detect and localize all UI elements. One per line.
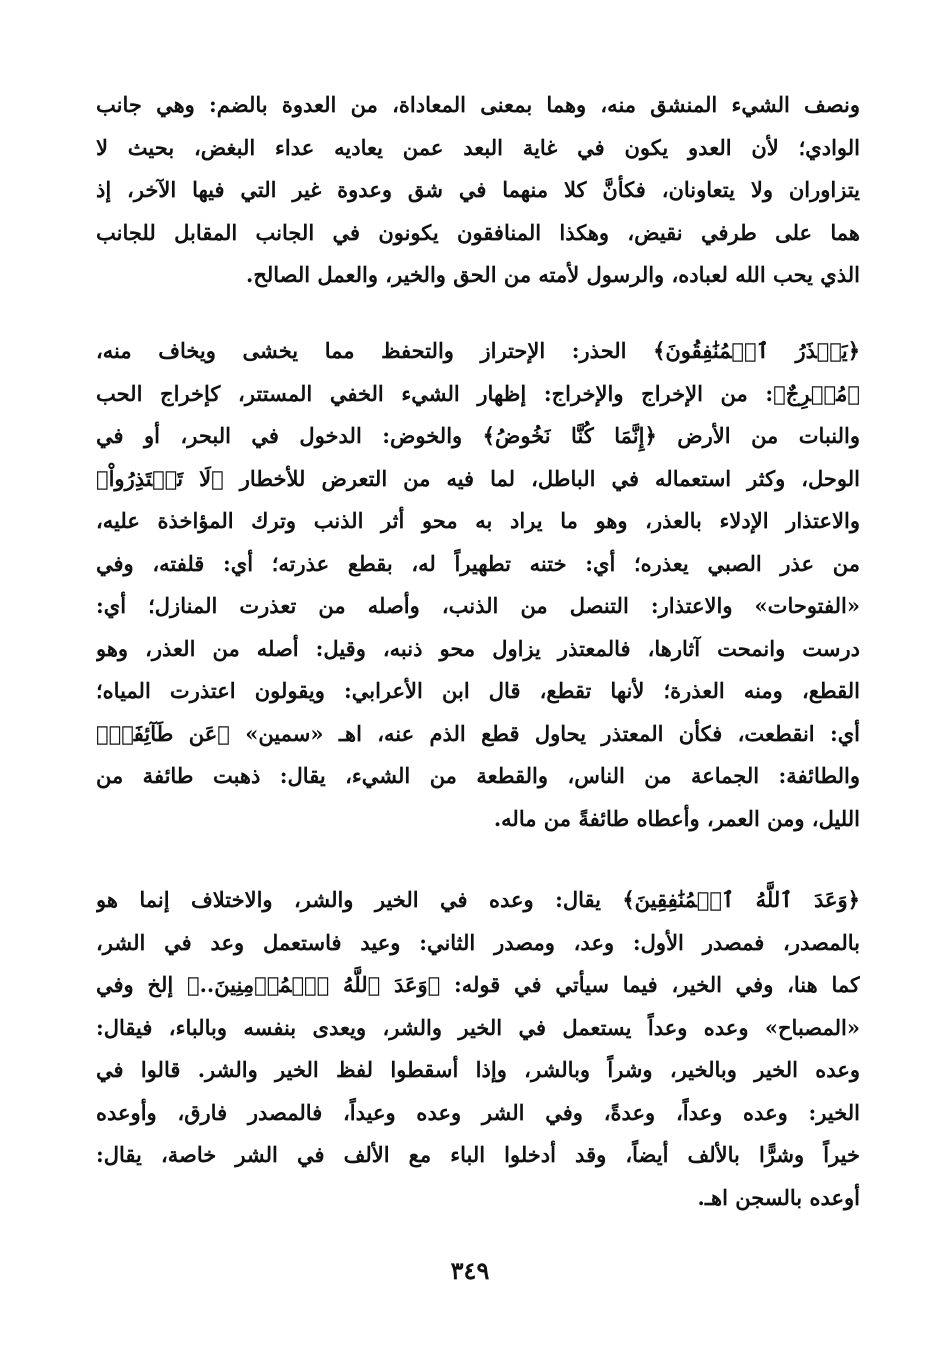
text-line: ونصف الشيء المنشق منه، وهما بمعنى المعاداة، من العدوة بالضم: وهي جانب [96,92,860,117]
text-line: ﴿يَحۡذَرُ ٱلۡمُنَٰفِقُونَ﴾ الحذر: الإحتراز والتحفظ مما يخشى ويخاف منه، [96,338,860,363]
text-line: ﴿وَعَدَ ٱللَّهُ ٱلۡمُنَٰفِقِينَ﴾ يقال: وعده في الخير والشر، والاختلاف إنما هو [96,887,860,912]
page-number: ٣٤٩ [450,1256,490,1285]
text-line: الوادي؛ لأن العدو يكون في غاية البعد عمن يعاديه عداء البغض، بحيث لا [96,134,860,160]
text-line: بالمصدر، فمصدر الأول: وعد، ومصدر الثاني: وعيد فاستعمل وعد في الشر، [96,929,860,955]
paragraph-3 [96,879,860,1219]
text-line: من عذر الصبي يعذره؛ أي: ختنه تطهيراً له، بقطع عذرته؛ أي: قلفته، وفي [96,550,860,576]
text-line: أوعده بالسجن اهـ. [697,1184,860,1210]
text-line: الوحل، وكثر استعماله في الباطل، لما فيه من التعرض للأخطار ﴿لَا تَعۡتَذِرُواْ﴾ [96,465,860,491]
paragraph-1 [96,84,860,297]
text-line: القطع، ومنه العذرة؛ لأنها تقطع، قال ابن الأعرابي: ويقولون اعتذرت المياه؛ [96,678,860,703]
text-line: يتزاوران ولا يتعاونان، فكأنَّ كلا منهما في شق وعدوة غير التي فيها الآخر، إذ [96,177,860,202]
text-line: أي: انقطعت، فكأن المعتذر يحاول قطع الذم عنه، اهـ «سمين» ﴿عَن طَآئِفَةٖ﴾ [96,720,860,746]
text-line: الخير: وعده وعداً، وعدةً، وفي الشر وعده وعيداً، فالمصدر فارق، وأوعده [96,1099,860,1125]
text-line: الليل، ومن العمر، وأعطاه طائفةً من ماله. [493,805,860,831]
text-line: كما هنا، وفي الخير، فيما سيأتي في قوله: ﴿وَعَدَ ٱللَّهُ ٱلۡمُؤۡمِنِينَ..﴾ إلخ وفي [96,972,860,997]
text-line: الذي يحب الله لعباده، والرسول لأمته من الحق والخير، والعمل الصالح. [246,262,860,287]
text-line: «المصباح» وعده وعداً يستعمل في الخير والشر، ويعدى بنفسه وبالباء، فيقال: [96,1014,860,1040]
text-line: خيراً وشرًّا بالألف أيضاً، وقد أدخلوا الباء مع الألف في الشر خاصة، يقال: [96,1142,860,1167]
text-line: ﴿مُخۡرِجٌ﴾: من الإخراج والإخراج: إظهار الشيء الخفي المستتر، كإخراج الحب [96,380,860,406]
text-line: والطائفة: الجماعة من الناس، والقطعة من الشيء، يقال: ذهبت طائفة من [96,763,860,788]
text-line: والنبات من الأرض ﴿إِنَّمَا كُنَّا نَخُوضُ﴾ والخوض: الدخول في البحر، أو في [96,423,860,448]
paragraph-2 [96,330,860,840]
text-line: درست وانمحت آثارها، فالمعتذر يزاول محو ذنبه، وقيل: أصله من العذر، وهو [96,635,860,661]
text-line: هما على طرفي نقيض، وهكذا المنافقون يكونون في الجانب المقابل للجانب [96,219,860,245]
text-line: والاعتذار الإدلاء بالعذر، وهو ما يراد به محو أثر الذنب وترك المؤاخذة عليه، [96,508,860,533]
text-line: وعده الخير وبالخير، وشراً وبالشر، وإذا أسقطوا لفظ الخير والشر. قالوا في [96,1057,860,1082]
text-line: «الفتوحات» والاعتذار: التنصل من الذنب، وأصله من تعذرت المنازل؛ أي: [96,593,860,618]
